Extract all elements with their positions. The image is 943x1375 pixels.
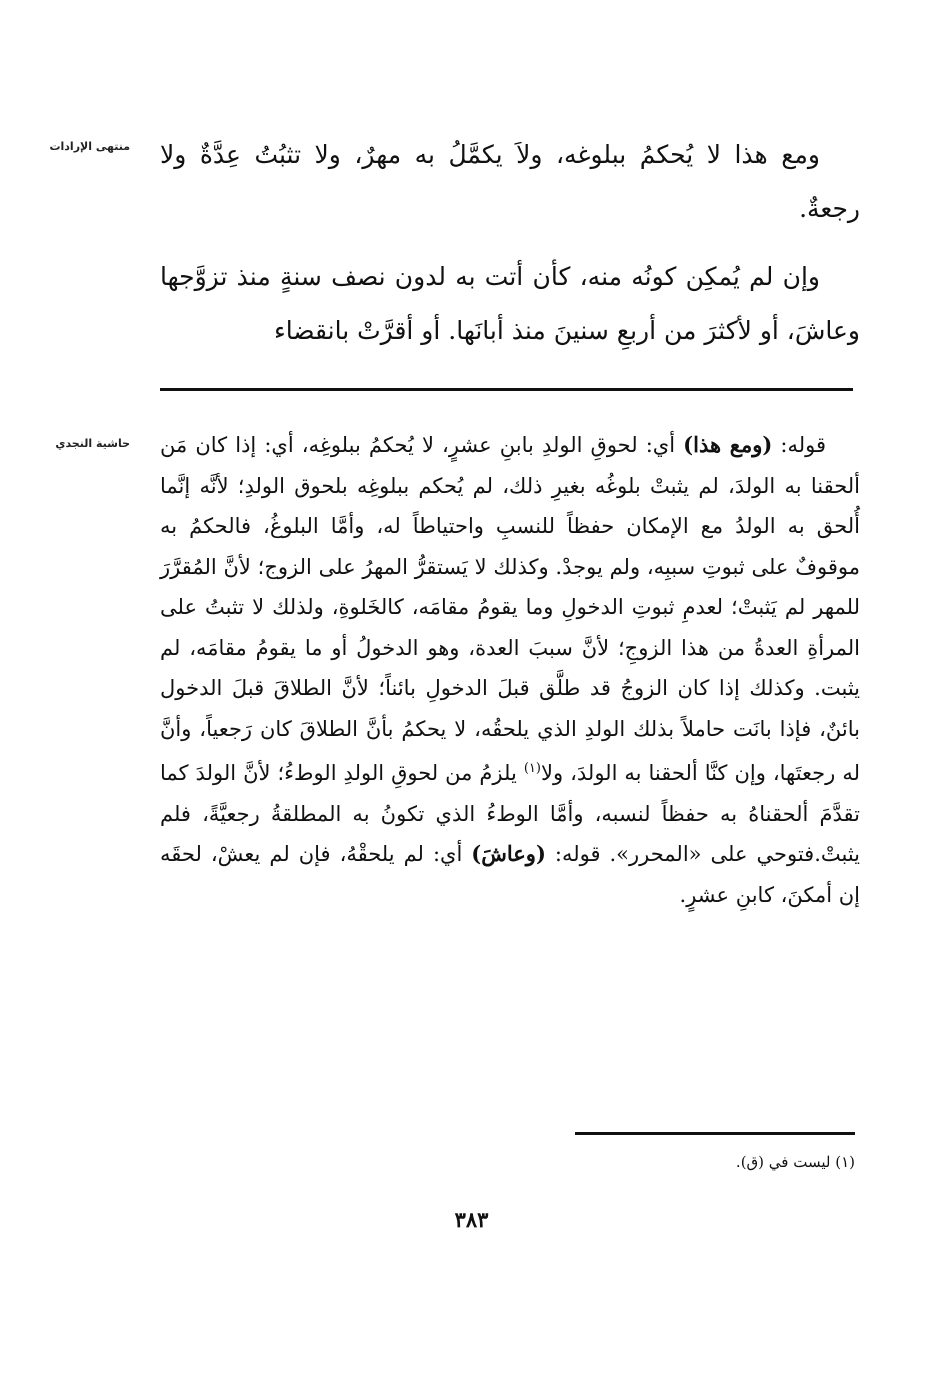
footnote-separator-rule — [575, 1132, 855, 1135]
commentary-paragraph — [160, 425, 860, 915]
commentary-text-block — [160, 425, 860, 915]
commentary-lemma-1: (ومع هذا) — [683, 432, 773, 457]
main-text-block — [160, 128, 860, 358]
main-paragraph-2: وإن لم يُمكِن كونُه منه، كأن أتت به لدون نصف سنةٍ منذ تزوَّجها وعاشَ، أو لأكثرَ من أربعِ سنينَ منذ أبانَها. أو أقرَّتْ بانقضاء — [160, 262, 860, 345]
main-separator-rule — [160, 388, 853, 391]
commentary-lemma-2: (وعاشَ) — [471, 841, 546, 866]
footnote-text: (١) ليست في (ق). — [735, 1153, 855, 1171]
main-text-source-label: منتهى الإرادات — [49, 140, 130, 153]
footnote-reference: (١) — [523, 761, 541, 776]
commentary-body-2: يلزمُ من لحوقِ الولدِ الوطءُ؛ لأنَّ الولدَ كما تقدَّمَ ألحقناهُ به حفظاً لنسبه، وأمَّا الوطءُ الذي تكونُ به المطلقةُ رجعيَّةً، فلم يثبتْ.فتوحي على «المحرر». قوله: — [160, 761, 861, 866]
commentary-body-1: أي: لحوقِ الولدِ بابنِ عشرٍ، لا يُحكمُ ببلوغِه، أي: إذا كان مَن ألحقنا به الولدَ، لم يثبتْ بلوغُه بغيرِ ذلك، لم يُحكم ببلوغِه بلحوق الولدِ؛ لأنَّه إنَّما أُلحق به الولدُ مع الإمكان حفظاً للنسبِ واحتياطاً له، وأمَّا البلوغُ، فالحكمُ به موقوفٌ على ثبوتِ سببِه، ولم يوجدْ. وكذلك لا يَستقرُّ المهرُ على الزوج؛ لأنَّ المُقرَّرَ للمهر لم يَثبتْ؛ لعدمِ ثبوتِ الدخولِ وما يقومُ مقامَه، كالخَلوةِ، ولذلك لا تثبتُ على المرأةِ العدةُ من هذا الزوجِ؛ لأنَّ سببَ العدة، وهو الدخولُ أو ما يقومُ مقامَه، لم يثبت. وكذلك إذا كان الزوجُ قد طلَّق قبلَ الدخولِ بائناً؛ لأنَّ الطلاقَ قبلَ الدخول بائنٌ، فإذا بانَت حاملاً بذلك الولدِ الذي يلحقُه، لا يحكمُ بأنَّ الطلاقَ كان رَجعياً، وأنَّ له رجعتَها، وإن كنَّا ألحقنا به الولدَ، ولا — [160, 433, 860, 785]
page-number: ٣٨٣ — [454, 1207, 489, 1232]
main-paragraph-1: ومع هذا لا يُحكمُ ببلوغه، ولاَ يكمَّلُ به مهرٌ، ولا تثبُتُ عِدَّةٌ ولا رجعةٌ. — [160, 140, 860, 223]
commentary-body-3: أي: لم يلحقْهُ، فإن لم يعشْ، لحقَه إن أمكنَ، كابنِ عشرٍ. — [160, 842, 860, 907]
commentary-intro: قوله: — [772, 433, 826, 457]
commentary-source-label: حاشية النجدي — [55, 437, 130, 450]
